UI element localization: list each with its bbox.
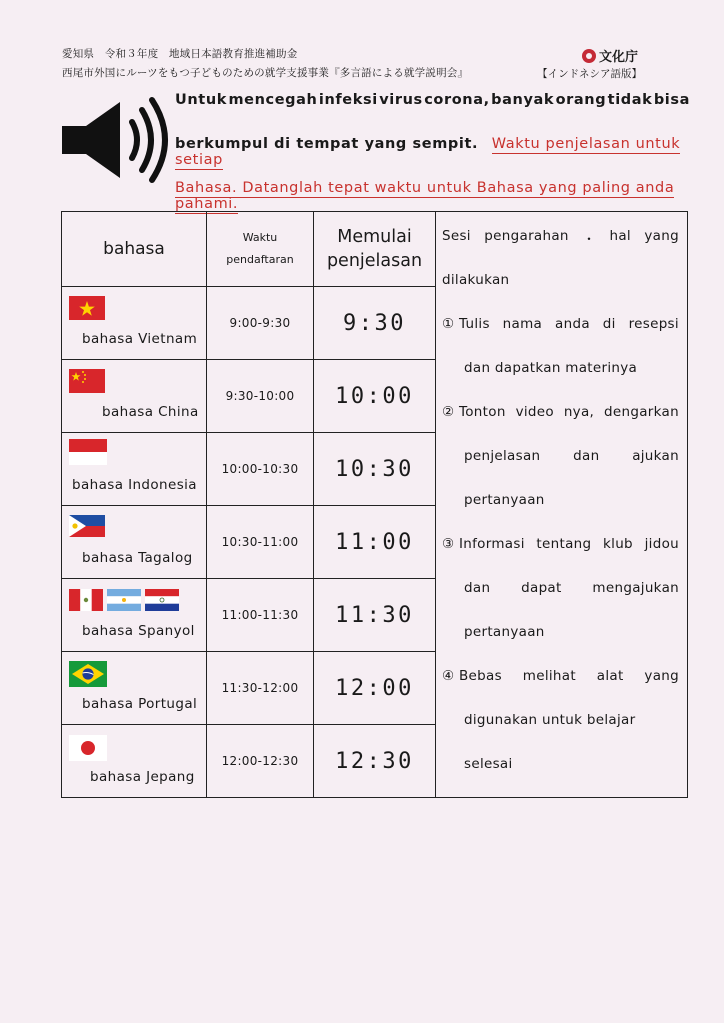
notice-word: tidak — [607, 92, 653, 108]
session-word: yang — [644, 228, 679, 244]
header-funding-line: 愛知県 令和３年度 地域日本語教育推進補助金 — [62, 48, 298, 60]
agency-logo-icon — [582, 49, 596, 63]
session-item-2-l2 — [464, 448, 679, 464]
notice-word: orang — [555, 92, 607, 108]
language-cell — [62, 287, 207, 360]
session-word: ① Tulis — [442, 316, 490, 332]
session-word: jidou — [644, 536, 679, 552]
session-word: ④ Bebas — [442, 668, 502, 684]
session-word: ・ — [582, 232, 597, 248]
session-item-3-l2 — [464, 580, 679, 596]
indonesia-flag-icon — [69, 439, 107, 465]
start-time: 11:30 — [314, 579, 436, 652]
schedule-table — [61, 211, 688, 798]
notice-line-2-red: Waktu penjelasan untuk setiap — [175, 136, 681, 168]
language-name: bahasa Vietnam — [82, 331, 198, 347]
language-name: bahasa Jepang — [90, 769, 195, 785]
registration-time: 9:30-10:00 — [207, 360, 314, 433]
session-word: klub — [603, 536, 633, 552]
paraguay-flag-icon — [145, 589, 179, 611]
header-project-line: 西尾市外国にルーツをもつ子どものための就学支援事業『多言語による就学説明会』 — [62, 67, 469, 79]
session-item-1 — [442, 316, 679, 332]
session-word: dengarkan — [604, 404, 679, 420]
notice-word: bisa — [653, 92, 690, 108]
peru-flag-icon — [69, 589, 103, 611]
session-word: dapat — [521, 580, 562, 596]
session-header-l2: dilakukan — [442, 272, 510, 288]
notice-word: infeksi — [318, 92, 378, 108]
session-word: hal — [609, 228, 631, 244]
session-word: Sesi — [442, 228, 471, 244]
brazil-flag-icon — [69, 661, 107, 687]
registration-header-l1: Waktu — [242, 231, 278, 244]
vietnam-flag-icon — [69, 296, 105, 320]
session-item-1-l2: dan dapatkan materinya — [464, 360, 638, 376]
table-header-row — [62, 212, 688, 287]
language-name: bahasa Portugal — [82, 696, 198, 712]
session-word: alat — [596, 668, 624, 684]
language-cell — [62, 725, 207, 798]
session-word: yang — [644, 668, 679, 684]
session-item-3 — [442, 536, 679, 552]
agency-logo — [582, 46, 638, 65]
language-cell — [62, 579, 207, 652]
argentina-flag-icon — [107, 589, 141, 611]
notice-word: virus — [379, 92, 423, 108]
language-name: bahasa Spanyol — [82, 623, 195, 639]
language-name: bahasa China — [102, 404, 199, 420]
language-cell — [62, 506, 207, 579]
start-time: 12:00 — [314, 652, 436, 725]
china-flag-icon — [69, 369, 105, 393]
session-word: ② Tonton — [442, 404, 506, 420]
session-item-3-l3: pertanyaan — [464, 624, 545, 640]
session-word: tentang — [536, 536, 592, 552]
notice-line-1 — [175, 92, 690, 108]
start-time: 12:30 — [314, 725, 436, 798]
notice-word: mencegah — [228, 92, 318, 108]
start-time: 10:00 — [314, 360, 436, 433]
start-time: 10:30 — [314, 433, 436, 506]
notice-line-3-red: Bahasa. Datanglah tepat waktu untuk Bahasa yang paling anda pahami. — [175, 180, 675, 212]
session-word: ajukan — [632, 448, 679, 464]
registration-time: 9:00-9:30 — [207, 287, 314, 360]
start-header-l2: penjelasan — [326, 251, 423, 271]
registration-time: 10:00-10:30 — [207, 433, 314, 506]
session-word: nya, — [563, 404, 595, 420]
start-time: 9:30 — [314, 287, 436, 360]
session-item-2-l3: pertanyaan — [464, 492, 545, 508]
session-item-4-l2: digunakan untuk belajar — [464, 712, 636, 728]
language-name: bahasa Indonesia — [72, 477, 197, 493]
language-cell — [62, 360, 207, 433]
session-word: video — [515, 404, 554, 420]
registration-time: 11:30-12:00 — [207, 652, 314, 725]
column-header-registration — [207, 212, 314, 287]
notice-word: Untuk — [175, 92, 227, 108]
session-word: mengajukan — [592, 580, 679, 596]
session-item-4-l3: selesai — [464, 756, 513, 772]
session-header-l1 — [442, 228, 679, 248]
session-item-2 — [442, 404, 679, 420]
japan-flag-icon — [69, 735, 107, 761]
session-word: di — [602, 316, 616, 332]
registration-time: 10:30-11:00 — [207, 506, 314, 579]
registration-time: 12:00-12:30 — [207, 725, 314, 798]
session-word: resepsi — [628, 316, 679, 332]
philippines-flag-icon — [69, 515, 105, 537]
session-word: melihat — [522, 668, 576, 684]
agency-logo-text: 文化庁 — [598, 50, 638, 65]
session-word: penjelasan — [464, 448, 541, 464]
notice-line-3 — [175, 180, 690, 212]
language-version-tag: 【インドネシア語版】 — [537, 68, 642, 80]
notice-word: banyak — [491, 92, 555, 108]
session-word: dan — [464, 580, 491, 596]
megaphone-speaker-icon — [58, 96, 170, 184]
start-time: 11:00 — [314, 506, 436, 579]
session-word: ③ Informasi — [442, 536, 525, 552]
session-word: nama — [502, 316, 543, 332]
registration-time: 11:00-11:30 — [207, 579, 314, 652]
notice-line-2 — [175, 136, 690, 168]
language-name: bahasa Tagalog — [82, 550, 193, 566]
session-word: dan — [573, 448, 600, 464]
language-cell — [62, 433, 207, 506]
session-description-cell — [436, 212, 688, 798]
session-word: anda — [555, 316, 590, 332]
session-description — [436, 212, 687, 797]
registration-header-l2: pendaftaran — [226, 253, 294, 266]
session-word: pengarahan — [484, 228, 569, 244]
notice-line-2-bold: berkumpul di tempat yang sempit. — [175, 136, 479, 152]
column-header-language: bahasa — [62, 212, 207, 287]
language-cell — [62, 652, 207, 725]
column-header-start — [314, 212, 436, 287]
session-item-4 — [442, 668, 679, 684]
notice-word: corona, — [424, 92, 490, 108]
start-header-l1: Memulai — [337, 227, 412, 247]
